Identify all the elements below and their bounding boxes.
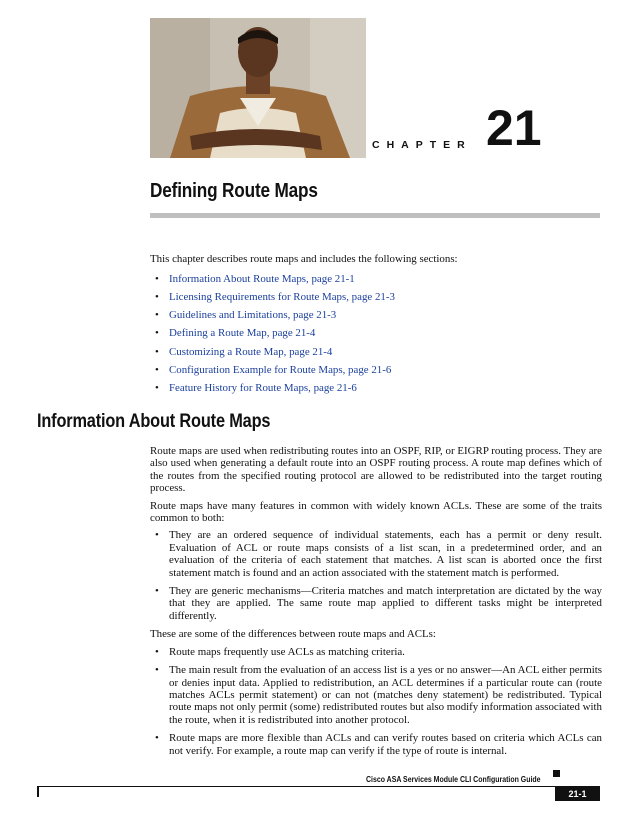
toc-item: • Guidelines and Limitations, page 21-3 <box>155 309 337 322</box>
list-item: • Route maps are more flexible than ACLs and can verify routes based on criteria which ACLs can not verify. For example, a route map can verify if the type of route is internal. <box>155 732 602 757</box>
list-item: • Route maps frequently use ACLs as matching criteria. <box>155 645 405 658</box>
section-body <box>150 445 602 763</box>
intro-text: This chapter describes route maps and includes the following sections: <box>150 253 458 265</box>
list-item: • The main result from the evaluation of an access list is a yes or no answer—An ACL either permits or denies input data. Applied to redistribution, an ACL determines if a particular route can (route matches ACLs permit statement) or can not (matches deny statement) be redistributed. Typical route maps not only permit (some) redistributed routes but also modify information associated with the route, when it is redistributed into another protocol. <box>155 664 602 726</box>
footer-tick <box>37 787 39 797</box>
paragraph: Route maps have many features in common with widely known ACLs. These are some of the traits common to both: <box>150 499 602 525</box>
toc-link-configuration-example[interactable]: Configuration Example for Route Maps, page 21-6 <box>169 363 392 376</box>
chapter-number: 21 <box>486 100 542 156</box>
list-item: • They are an ordered sequence of individual statements, each has a permit or deny result. Evaluation of ACL or route maps consists of a list scan, in a predetermined order, and an evaluation of the criteria of each statement that matches. A list scan is aborted once the first statement match is found and an action associated with the statement match is performed. <box>155 529 602 579</box>
list-item: • They are generic mechanisms—Criteria matches and match interpretation are dictated by the way that they are applied. The same route map applied to different tasks might be interpreted differently. <box>155 585 602 622</box>
toc-item: • Licensing Requirements for Route Maps, page 21-3 <box>155 290 395 303</box>
toc-link-guidelines[interactable]: Guidelines and Limitations, page 21-3 <box>169 309 337 322</box>
toc-item: • Feature History for Route Maps, page 21-6 <box>155 382 357 395</box>
common-traits-list <box>150 529 602 622</box>
footer-rule <box>37 786 600 787</box>
footer-guide-title: Cisco ASA Services Module CLI Configuration Guide <box>366 774 541 784</box>
toc-link-customizing[interactable]: Customizing a Route Map, page 21-4 <box>169 345 333 358</box>
toc-link-feature-history[interactable]: Feature History for Route Maps, page 21-6 <box>169 382 357 395</box>
toc-item: • Defining a Route Map, page 21-4 <box>155 327 316 340</box>
toc-link-licensing[interactable]: Licensing Requirements for Route Maps, page 21-3 <box>169 290 395 303</box>
differences-list <box>150 646 602 757</box>
paragraph: These are some of the differences between route maps and ACLs: <box>150 628 436 641</box>
page-number: 21-1 <box>555 787 600 801</box>
section-heading: Information About Route Maps <box>37 411 271 432</box>
chapter-photo <box>150 18 366 158</box>
toc-list <box>150 273 602 401</box>
chapter-intro <box>150 253 602 401</box>
chapter-title: Defining Route Maps <box>150 180 318 202</box>
toc-link-defining[interactable]: Defining a Route Map, page 21-4 <box>169 327 316 340</box>
chapter-label: CHAPTER <box>372 139 472 151</box>
toc-link-information[interactable]: Information About Route Maps, page 21-1 <box>169 272 355 285</box>
toc-item: • Information About Route Maps, page 21-1 <box>155 272 355 285</box>
paragraph: Route maps are used when redistributing routes into an OSPF, RIP, or EIGRP routing process. They are also used when generating a default route into an OSPF routing process. A route map defines which of the routes from the specified routing protocol are allowed to be redistributed into the target routing process. <box>150 445 602 495</box>
title-underline <box>150 213 600 218</box>
toc-item: • Configuration Example for Route Maps, page 21-6 <box>155 363 392 376</box>
toc-item: • Customizing a Route Map, page 21-4 <box>155 345 333 358</box>
photo-illustration <box>150 18 366 158</box>
footer-marker <box>553 770 560 777</box>
